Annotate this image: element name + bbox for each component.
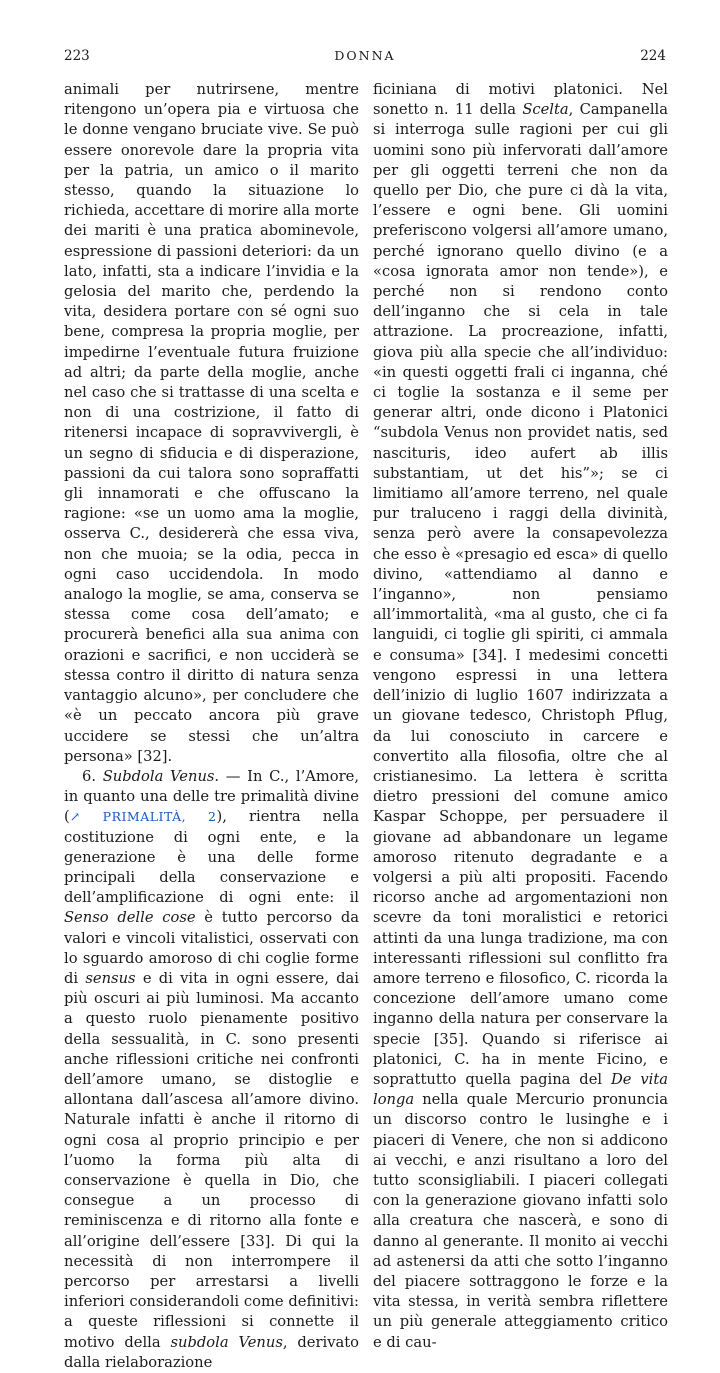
running-title: DONNA [334, 48, 396, 63]
section-number: 6. [82, 767, 97, 785]
paragraph-subdola-venus: 6. Subdola Venus. — In C., l’Amore, in quanto una delle tre primalità divine (↗ PRIMALITÀ, 2), rientra nella costituzione di ogni ente, e la generazione è una delle forme principali della conservazione e dell’amplificazione di ogni ente: il Senso delle cose è tutto percorso da valori e vincoli vitalistici, osservati con lo sguardo amoroso di chi coglie forme di sensus e di vita in ogni essere, dai più oscuri ai più luminosi. Ma accanto a questo ruolo pienamente positivo della sessualità, in C. sono presenti anche riflessioni critiche nei confronti dell’amore umano, se distoglie e allontana dall’ascesa all’amore divino. Naturale infatti è anche il ritorno di ogni cosa al proprio principio e per l’uomo la forma più alta di conservazione è quella in Dio, che consegue a un processo di reminiscenza e di ritorno alla fonte e all’origine dell’essere [33]. Di qui la necessità di non interrompere il percorso per arrestarsi a livelli inferiori considerandoli come definitivi: a queste riflessioni si connette il motivo della subdola Venus, derivato dalla rielaborazione [64, 767, 360, 1371]
cross-reference-link[interactable]: ↗ PRIMALITÀ, 2 [69, 809, 217, 825]
page-number-left: 223 [64, 48, 90, 64]
arrow-northeast-icon: ↗ [69, 809, 81, 825]
left-column [64, 80, 359, 1373]
paragraph-continued: ficiniana di motivi platonici. Nel sonetto n. 11 della Scelta, Campanella si interroga sulle ragioni per cui gli uomini sono più infervorati dall’amore per gli oggetti terreni che non da quello per Dio, che pure ci dà la vita, l’essere e ogni bene. Gli uomini preferiscono volgersi all’amore umano, perché ignorano quello divino (e a «cosa ignorata amor non tende»), e perché non si rendono conto dell’inganno che si cela in tale attrazione. La procreazione, infatti, giova più alla specie che all’individuo: «in questi oggetti frali ci inganna, ché ci toglie la sostanza e il seme per generar altri, onde dicono i Platonici “subdola Venus non providet natis, sed nascituris, ideo aufert ab illis substantiam, ut det his”»; se ci limitiamo all’amore terreno, nel quale pur traluceno i raggi della divinità, senza però avere la consapevolezza che esso è «presagio ed esca» di quello divino, «attendiamo al danno e l’inganno», non pensiamo all’immortalità, «ma al gusto, che ci fa languidi, ci toglie gli spiriti, ci ammala e consuma» [34]. I medesimi concetti vengono espressi in una lettera dell’inizio di luglio 1607 indirizzata a un giovane tedesco, Christoph Pflug, da lui conosciuto in carcere e convertito alla filosofia, oltre che al cristianesimo. La lettera è scritta dietro pressioni del comune amico Kaspar Schoppe, per persuadere il giovane ad abbandonare un legame amoroso ritenuto degradante e a volgersi a più alti propositi. Facendo ricorso anche ad argomentazioni non scevre da toni moralistici e retorici attinti da una lunga tradizione, ma con interessanti riflessioni sul conflitto fra amore terreno e filosofico, C. ricorda la concezione dell’amore umano come inganno della natura per conservare la specie [35]. Quando si riferisce ai platonici, C. ha in mente Ficino, e soprattutto quella pagina del De vita longa nella quale Mercurio pronuncia un discorso contro le lusinghe e i piaceri di Venere, che non si addicono ai vecchi, e anzi risultano a loro del tutto sconsigliabili. I piaceri collegati con la generazione giovano infatti solo alla creatura che nascerà, e sono di danno al generante. Il monito ai vecchi ad astenersi da atti che sotto l’inganno del piacere sottraggono le forze e la vita stessa, in verità sembra riflettere un più generale atteggiamento critico e di cau- [373, 81, 668, 1351]
paragraph-continuation: animali per nutrirsene, mentre ritengono un’opera pia e virtuosa che le donne vengano bruciate vive. Se può essere onorevole dare la propria vita per la patria, un amico o il marito stesso, quando la situazione lo richieda, accettare di morire alla morte dei mariti è una pratica abominevole, espressione di passioni deteriori: da un lato, infatti, sta a indicare l’invidia e la gelosia del marito che, perdendo la vita, desidera portare con sé ogni suo bene, compresa la propria moglie, per impedirne l’eventuale futura fruizione ad altri; da parte della moglie, anche nel caso che si trattasse di una scelta e non di una costrizione, il fatto di ritenersi incapace di sopravvivergli, è un segno di sfiducia e di disperazione, passioni da cui talora sono sopraffatti gli innamorati e che offuscano la ragione: «se un uomo ama la moglie, osserva C., desidererà che essa viva, non che muoia; se la odia, pecca in ogni caso uccidendola. In modo analogo la moglie, se ama, conserva se stessa come cosa dell’amato; e procurerà benefici alla sua anima con orazioni e sacrifici, e non ucciderà se stessa contro il diritto di natura senza vantaggio alcuno», per concludere che «è un peccato ancora più grave uccidere se stessi che un’altra persona» [32]. [64, 81, 359, 765]
running-header [64, 48, 666, 72]
page-number-right: 224 [640, 48, 666, 64]
right-column [373, 80, 668, 1353]
section-heading: Subdola Venus. [102, 767, 220, 785]
